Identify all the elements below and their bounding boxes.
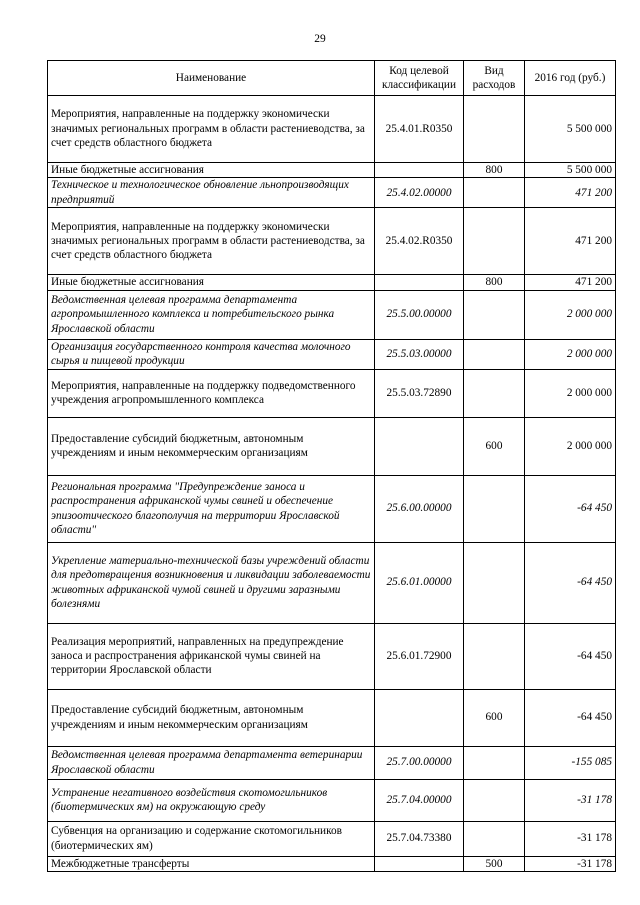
cell-name: Организация государственного контроля качества молочного сырья и пищевой продукции <box>48 339 375 369</box>
cell-code: 25.4.02.R0350 <box>375 208 464 275</box>
cell-amount: 2 000 000 <box>525 339 616 369</box>
cell-amount: -31 178 <box>525 856 616 871</box>
cell-name: Иные бюджетные ассигнования <box>48 275 375 290</box>
cell-name: Техническое и технологическое обновление льнопроизводящих предприятий <box>48 178 375 208</box>
cell-amount: 471 200 <box>525 178 616 208</box>
cell-amount: -155 085 <box>525 746 616 779</box>
table-row <box>48 542 616 623</box>
cell-code: 25.7.04.00000 <box>375 779 464 821</box>
cell-kind <box>464 178 525 208</box>
cell-kind: 600 <box>464 689 525 746</box>
table-row <box>48 623 616 689</box>
table-row <box>48 178 616 208</box>
cell-kind <box>464 475 525 542</box>
cell-kind <box>464 623 525 689</box>
cell-amount: 471 200 <box>525 275 616 290</box>
table-row <box>48 339 616 369</box>
header-kind: Вид расходов <box>464 61 525 96</box>
header-code: Код целевой классификации <box>375 61 464 96</box>
table-row <box>48 689 616 746</box>
cell-code: 25.4.01.R0350 <box>375 96 464 163</box>
cell-code <box>375 689 464 746</box>
cell-name: Реализация мероприятий, направленных на предупреждение заноса и распространения африканской чумы свиней на территории Ярославской области <box>48 623 375 689</box>
cell-code: 25.6.01.00000 <box>375 542 464 623</box>
cell-amount: 2 000 000 <box>525 369 616 417</box>
cell-code: 25.5.00.00000 <box>375 290 464 339</box>
cell-name: Ведомственная целевая программа департамента агропромышленного комплекса и потребительского рынка Ярославской области <box>48 290 375 339</box>
table-header-row <box>48 61 616 96</box>
cell-kind <box>464 746 525 779</box>
cell-kind <box>464 208 525 275</box>
header-amount: 2016 год (руб.) <box>525 61 616 96</box>
cell-kind <box>464 542 525 623</box>
header-name: Наименование <box>48 61 375 96</box>
table-row <box>48 290 616 339</box>
cell-name: Мероприятия, направленные на поддержку подведомственного учреждения агропромышленного комплекса <box>48 369 375 417</box>
table-row <box>48 208 616 275</box>
cell-amount: -64 450 <box>525 623 616 689</box>
cell-name: Субвенция на организацию и содержание скотомогильников (биотермических ям) <box>48 821 375 856</box>
page-number: 29 <box>314 33 326 45</box>
cell-kind: 800 <box>464 275 525 290</box>
table-row <box>48 275 616 290</box>
cell-kind <box>464 339 525 369</box>
table-row <box>48 369 616 417</box>
budget-table <box>47 60 616 872</box>
cell-code <box>375 856 464 871</box>
table-row <box>48 779 616 821</box>
table-row <box>48 746 616 779</box>
cell-kind <box>464 290 525 339</box>
cell-amount: 5 500 000 <box>525 163 616 178</box>
cell-kind <box>464 821 525 856</box>
cell-name: Устранение негативного воздействия скотомогильников (биотермических ям) на окружающую среду <box>48 779 375 821</box>
table-row <box>48 417 616 475</box>
cell-amount: -31 178 <box>525 821 616 856</box>
cell-code <box>375 275 464 290</box>
table-row <box>48 856 616 871</box>
cell-code: 25.6.00.00000 <box>375 475 464 542</box>
table-row <box>48 163 616 178</box>
cell-amount: 2 000 000 <box>525 290 616 339</box>
cell-name: Межбюджетные трансферты <box>48 856 375 871</box>
cell-code: 25.7.00.00000 <box>375 746 464 779</box>
cell-kind: 800 <box>464 163 525 178</box>
cell-amount: 471 200 <box>525 208 616 275</box>
cell-name: Мероприятия, направленные на поддержку экономически значимых региональных программ в области растениеводства, за счет средств областного бюджета <box>48 208 375 275</box>
cell-amount: 2 000 000 <box>525 417 616 475</box>
cell-code: 25.5.03.72890 <box>375 369 464 417</box>
cell-kind <box>464 369 525 417</box>
table-row <box>48 96 616 163</box>
cell-code: 25.4.02.00000 <box>375 178 464 208</box>
cell-kind <box>464 779 525 821</box>
cell-code: 25.6.01.72900 <box>375 623 464 689</box>
cell-kind: 600 <box>464 417 525 475</box>
cell-name: Предоставление субсидий бюджетным, автономным учреждениям и иным некоммерческим организациям <box>48 417 375 475</box>
cell-name: Мероприятия, направленные на поддержку экономически значимых региональных программ в области растениеводства, за счет средств областного бюджета <box>48 96 375 163</box>
cell-name: Укрепление материально-технической базы учреждений области для предотвращения возникновения и ликвидации заболеваемости животных африканской чумой свиней и другими заразными болезнями <box>48 542 375 623</box>
cell-amount: 5 500 000 <box>525 96 616 163</box>
table-row <box>48 821 616 856</box>
cell-name: Региональная программа "Предупреждение заноса и распространения африканской чумы свиней и обеспечение эпизоотического благополучия на территории Ярославской области" <box>48 475 375 542</box>
cell-kind <box>464 96 525 163</box>
cell-name: Ведомственная целевая программа департамента ветеринарии Ярославской области <box>48 746 375 779</box>
cell-amount: -64 450 <box>525 542 616 623</box>
table-row <box>48 475 616 542</box>
cell-amount: -64 450 <box>525 689 616 746</box>
cell-amount: -64 450 <box>525 475 616 542</box>
cell-amount: -31 178 <box>525 779 616 821</box>
cell-code <box>375 163 464 178</box>
cell-code: 25.7.04.73380 <box>375 821 464 856</box>
cell-code: 25.5.03.00000 <box>375 339 464 369</box>
cell-code <box>375 417 464 475</box>
cell-kind: 500 <box>464 856 525 871</box>
cell-name: Иные бюджетные ассигнования <box>48 163 375 178</box>
cell-name: Предоставление субсидий бюджетным, автономным учреждениям и иным некоммерческим организациям <box>48 689 375 746</box>
